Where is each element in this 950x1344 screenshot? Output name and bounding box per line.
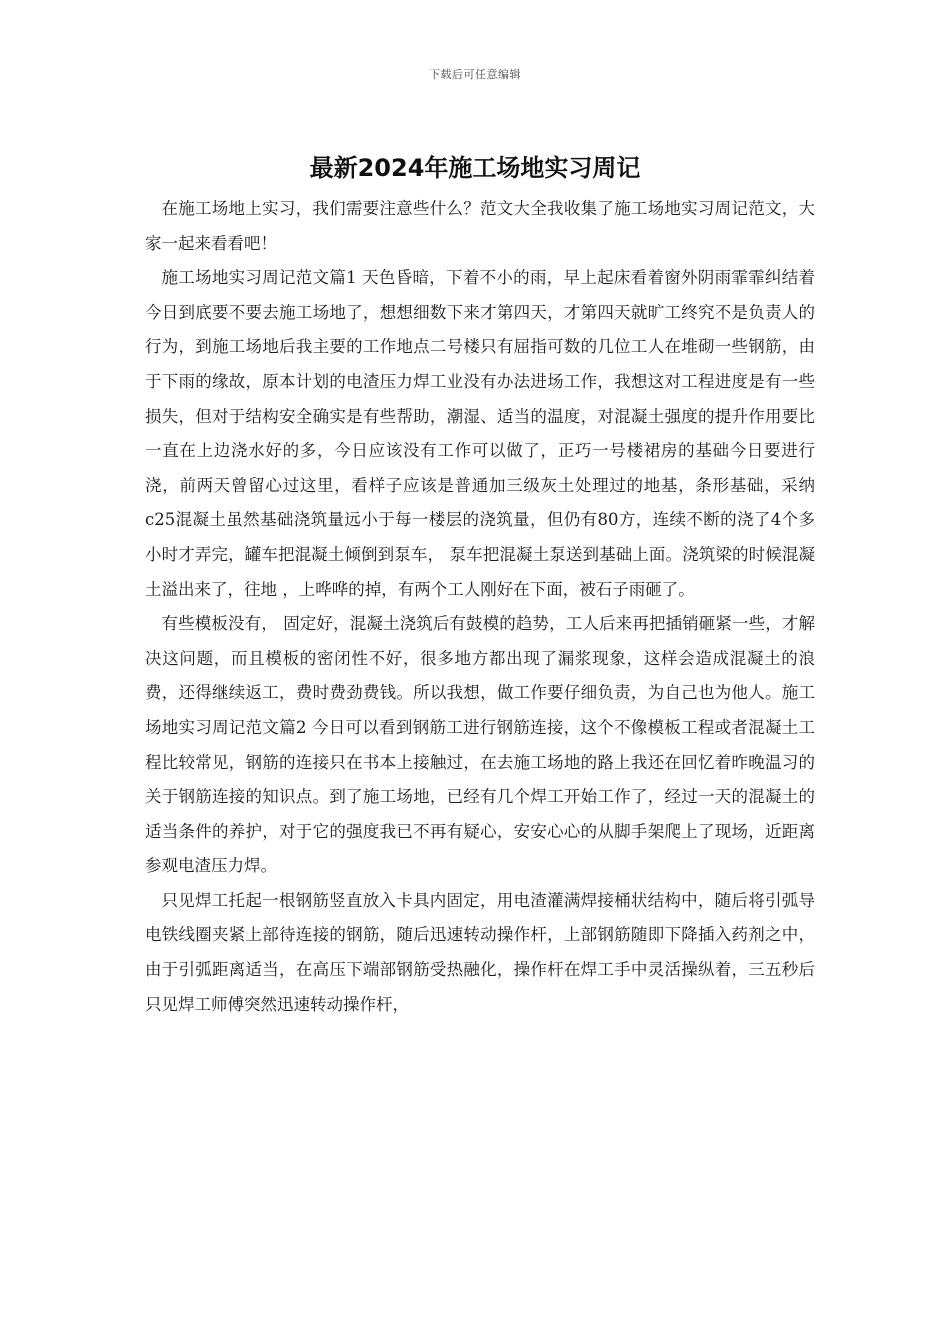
paragraph-2: 施工场地实习周记范文篇1 天色昏暗，下着不小的雨，早上起床看着窗外阴雨霏霏纠结着今日到底要不要去施工场地了，想想细数下来才第四天，才第四天就旷工终究不是负责人的行为，到施工场地后我主要的工作地点二号楼只有屈指可数的几位工人在堆砌一些钢筋，由于下雨的缘故，原本计划的电渣压力焊工业没有办法进场工作，我想这对工程进度是有一些损失，但对于结构安全确实是有些帮助，潮湿、适当的温度，对混凝土强度的提升作用要比一直在上边浇水好的多，今日应该没有工作可以做了，正巧一号楼裙房的基础今日要进行浇，前两天曾留心过这里，看样子应该是普通加三级灰土处理过的地基，条形基础，采纳c25混凝土虽然基础浇筑量远小于每一楼层的浇筑量，但仍有80方，连续不断的浇了4个多小时才弄完，罐车把混凝土倾倒到泵车， 泵车把混凝土泵送到基础上面。浇筑梁的时候混凝土溢出来了，往地 ，上哗哗的掉，有两个工人刚好在下面，被石子雨砸了。	[145, 268, 815, 599]
paragraph-4: 只见焊工托起一根钢筋竖直放入卡具内固定，用电渣灌满焊接桶状结构中，随后将引弧导电铁线圈夹紧上部待连接的钢筋，随后迅速转动操作杆，上部钢筋随即下降插入药剂之中，由于引弧距离适当，在高压下端部钢筋受热融化，操作杆在焊工手中灵活操纵着，三五秒后只见焊工师傅突然迅速转动操作杆，	[145, 890, 815, 1014]
header-note: 下载后可任意编辑	[429, 68, 521, 81]
document-title: 最新2024年施工场地实习周记	[309, 154, 641, 182]
document-body	[145, 192, 815, 1022]
paragraph-1: 在施工场地上实习，我们需要注意些什么？范文大全我收集了施工场地实习周记范文，大家一起来看看吧！	[145, 199, 815, 253]
paragraph-3: 有些模板没有， 固定好，混凝土浇筑后有鼓模的趋势，工人后来再把插销砸紧一些，才解决这问题，而且模板的密闭性不好，很多地方都出现了漏浆现象，这样会造成混凝土的浪费，还得继续返工，费时费劲费钱。所以我想，做工作要仔细负责，为自己也为他人。施工场地实习周记范文篇2 今日可以看到钢筋工进行钢筋连接，这个不像模板工程或者混凝土工程比较常见，钢筋的连接只在书本上接触过，在去施工场地的路上我还在回忆着昨晚温习的关于钢筋连接的知识点。到了施工场地，已经有几个焊工开始工作了，经过一天的混凝土的适当条件的养护，对于它的强度我已不再有疑心，安安心心的从脚手架爬上了现场，近距离参观电渣压力焊。	[145, 614, 815, 876]
